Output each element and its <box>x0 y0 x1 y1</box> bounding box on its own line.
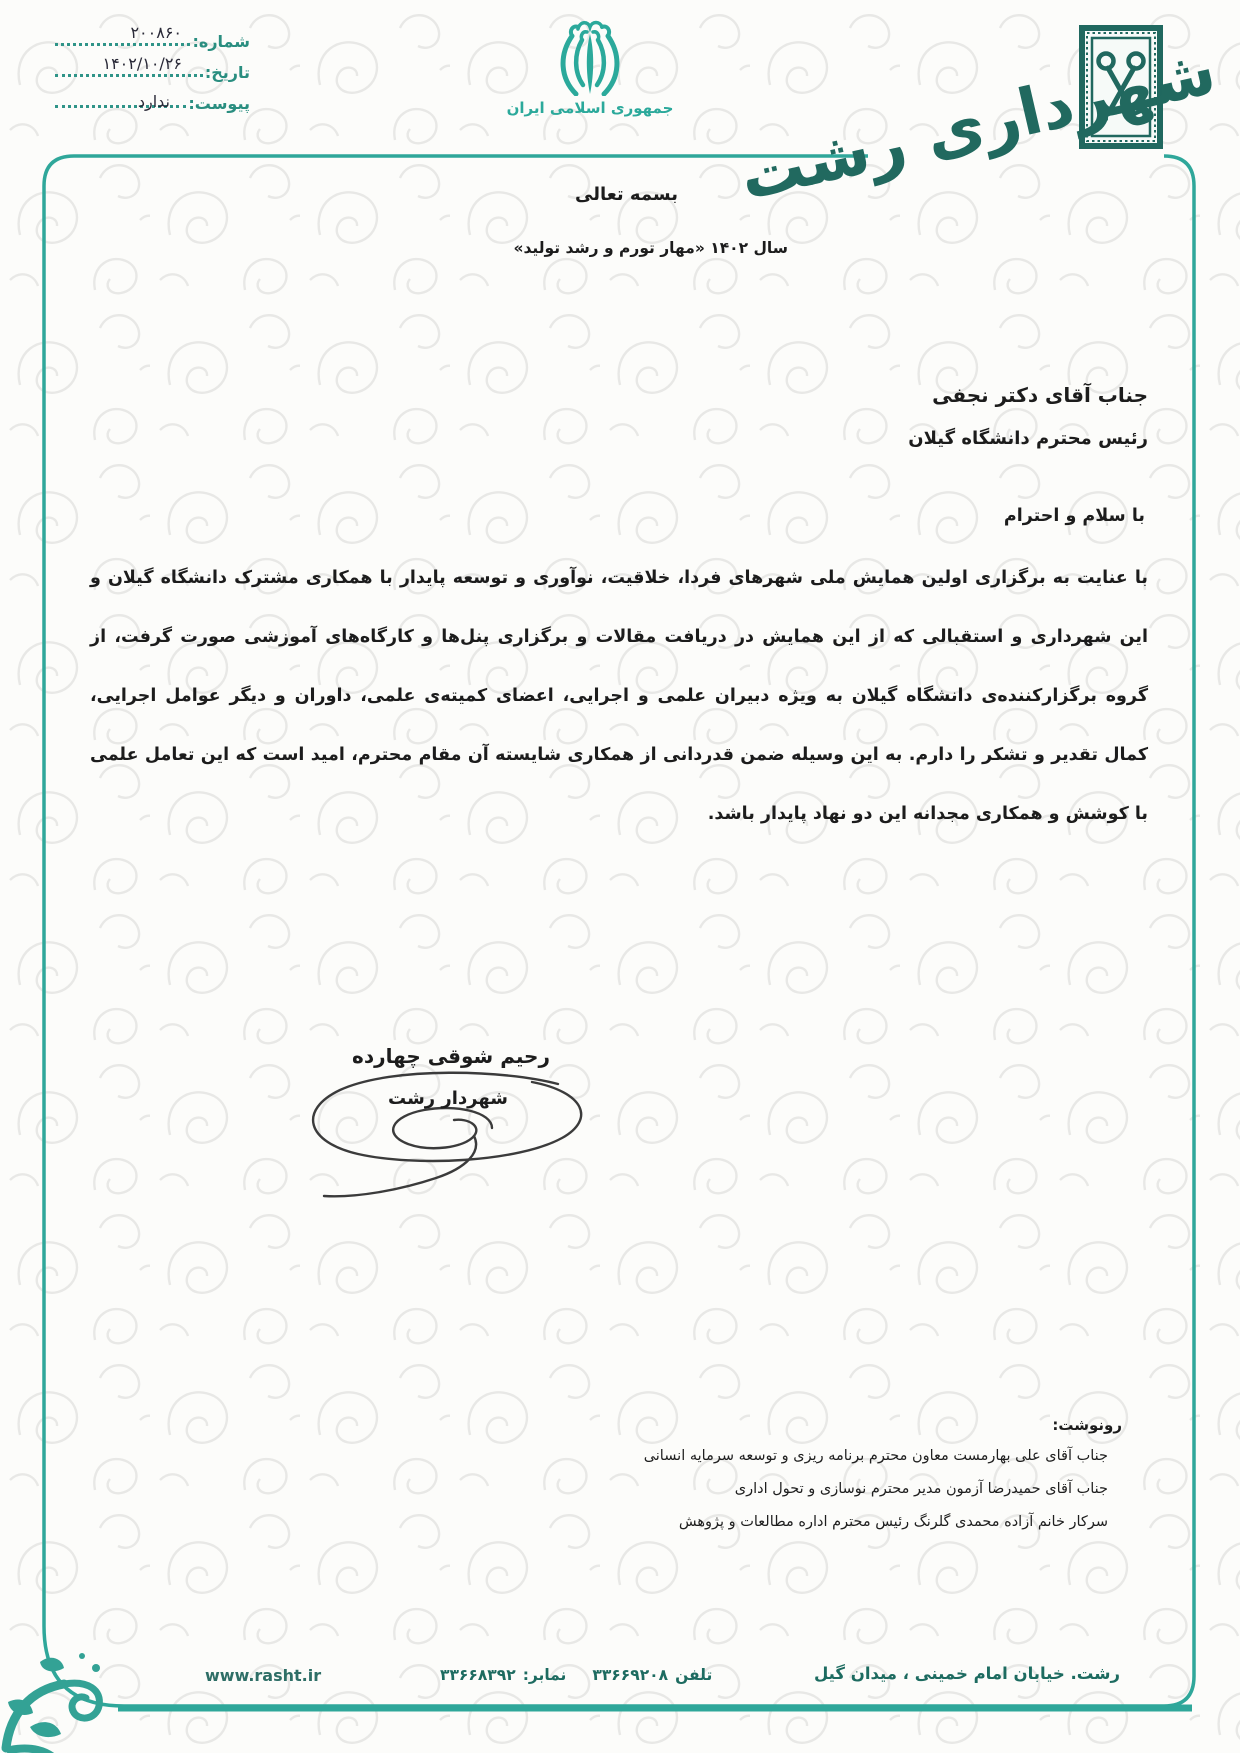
municipality-calligraphy: شهرداری رشت <box>733 34 1223 216</box>
cc-label: رونوشت: <box>1052 1416 1122 1434</box>
national-emblem-block <box>505 16 675 117</box>
phone-label: تلفن <box>675 1666 713 1684</box>
ref-row-number <box>55 20 250 51</box>
cc-item: سرکار خانم آزاده محمدی گلرنگ رئیس محترم اداره مطالعات و پژوهش <box>678 1514 1108 1530</box>
footer-website: www.rasht.ir <box>205 1666 322 1685</box>
ref-row-attachment <box>55 82 250 113</box>
bismillah-line: بسمه تعالی <box>575 184 678 205</box>
dotted-line <box>55 74 203 77</box>
ref-row-date <box>55 51 250 82</box>
addressee-name: جناب آقای دکتر نجفی <box>932 383 1148 407</box>
phone-number: ۳۳۶۶۹۲۰۸ <box>592 1666 669 1684</box>
salutation-line: با سلام و احترام <box>1003 506 1145 526</box>
cc-item: جناب آقای علی بهارمست معاون محترم برنامه ریزی و توسعه سرمایه انسانی <box>643 1448 1108 1464</box>
reference-fields <box>55 20 250 113</box>
attachment-value: ندارد <box>137 92 170 111</box>
number-label: شماره: <box>192 32 250 51</box>
footer-address: رشت. خیابان امام خمینی ، میدان گیل <box>813 1664 1120 1683</box>
date-value: ۱۴۰۲/۱۰/۲۶ <box>102 54 182 73</box>
dotted-line <box>55 43 190 46</box>
attachment-label: پیوست: <box>188 94 250 113</box>
fax-number: ۳۳۶۶۸۳۹۲ <box>440 1666 516 1684</box>
signer-name: رحیم شوقی چهارده <box>352 1044 550 1068</box>
addressee-title: رئیس محترم دانشگاه گیلان <box>908 428 1148 449</box>
cc-item: جناب آقای حمیدرضا آزمون مدیر محترم نوسازی و تحول اداری <box>734 1481 1108 1497</box>
fax-label: نمابر: <box>522 1666 567 1684</box>
emblem-caption: جمهوری اسلامی ایران <box>506 99 674 117</box>
number-value: ۲۰۰۸۶۰ <box>130 23 182 42</box>
corner-ornament <box>0 1628 120 1753</box>
footer-contact <box>440 1666 712 1684</box>
cc-section <box>644 1416 1122 1539</box>
year-slogan-line: سال ۱۴۰۲ «مهار تورم و رشد تولید» <box>513 239 788 257</box>
date-label: تاریخ: <box>204 63 250 82</box>
signer-title: شهردار رشت <box>388 1088 508 1109</box>
letter-body-paragraph: با عنایت به برگزاری اولین همایش ملی شهرهای فردا، خلاقیت، نوآوری و توسعه پایدار با همکاری مشترک دانشگاه گیلان و این شهرداری و استقبالی که از این همایش در دریافت مقالات و برگزاری پنل‌ها و کارگاه‌های آموزشی صورت گرفت، از گروه برگزارکننده‌ی دانشگاه گیلان به ویژه دبیران علمی و اجرایی، اعضای کمیته‌ی علمی، داوران و دیگر عوامل اجرایی، کمال تقدیر و تشکر را دارم. به این وسیله ضمن قدردانی از همکاری شایسته آن مقام محترم، امید است که این تعامل علمی با کوشش و همکاری مجدانه این دو نهاد پایدار باشد. <box>90 568 1148 824</box>
iran-emblem-icon <box>547 16 633 96</box>
